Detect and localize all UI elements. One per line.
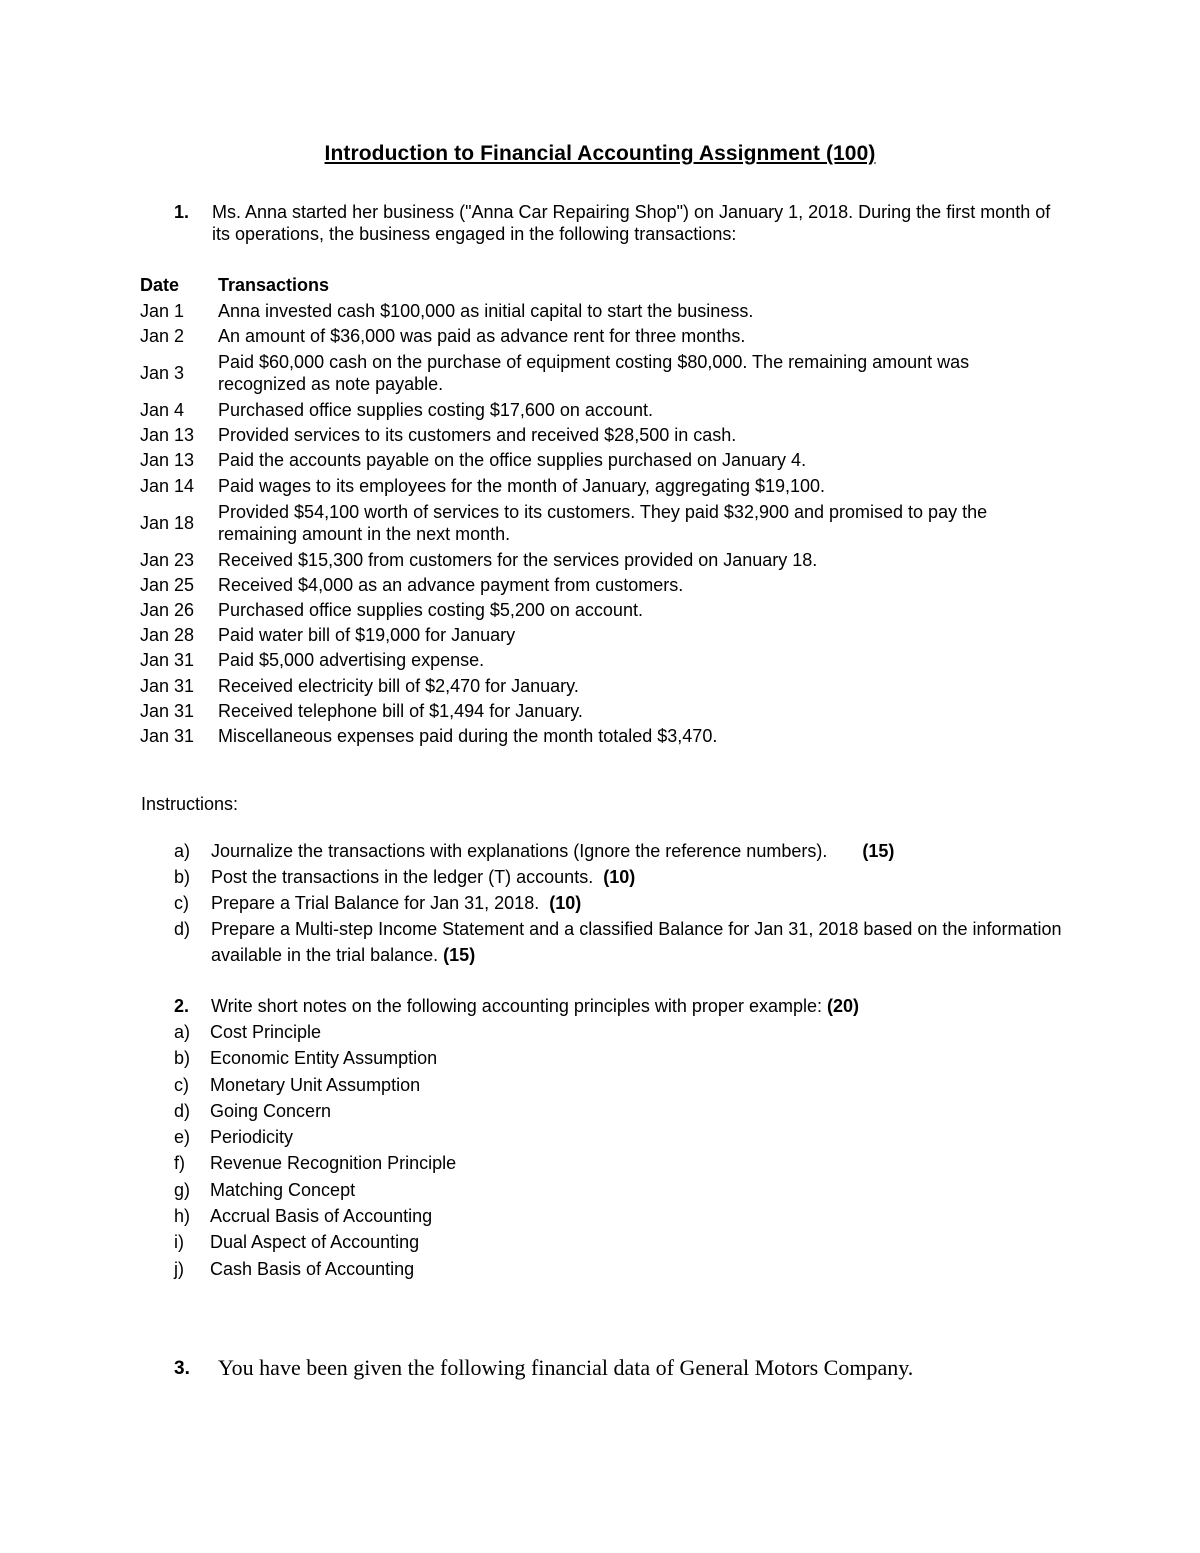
list-item-text: Monetary Unit Assumption bbox=[210, 1074, 421, 1095]
table-row bbox=[140, 473, 1060, 498]
list-item bbox=[174, 1072, 1074, 1098]
list-item-text: Accrual Basis of Accounting bbox=[210, 1206, 433, 1227]
list-item bbox=[174, 1150, 1074, 1176]
question-2 bbox=[174, 993, 1074, 1282]
row-transaction: Received $15,300 from customers for the services provided on January 18. bbox=[218, 549, 818, 570]
list-item-label: e) bbox=[174, 1127, 191, 1148]
table-row bbox=[140, 423, 1060, 448]
list-item-text: Prepare a Multi-step Income Statement and a classified Balance for Jan 31, 2018 based on the information available in the trial balance. bbox=[211, 919, 1062, 965]
table-row bbox=[140, 673, 1060, 698]
instructions-heading: Instructions: bbox=[141, 794, 239, 814]
row-transaction: Purchased office supplies costing $17,600 on account. bbox=[218, 399, 653, 420]
question-1-number: 1. bbox=[174, 202, 190, 222]
table-row bbox=[140, 498, 1060, 547]
question-1-intro: Ms. Anna started her business ("Anna Car Repairing Shop") on January 1, 2018. During the first month of its operations, the business engaged in the following transactions: bbox=[212, 202, 1051, 244]
row-date: Jan 31 bbox=[140, 675, 195, 696]
list-item bbox=[174, 1256, 1074, 1282]
list-item bbox=[174, 1229, 1074, 1255]
list-item-label: g) bbox=[174, 1179, 191, 1200]
assignment-title: Introduction to Financial Accounting Assignment (100) bbox=[324, 142, 876, 165]
row-transaction: Paid water bill of $19,000 for January bbox=[218, 625, 516, 646]
list-item-label: c) bbox=[174, 1074, 189, 1095]
row-date: Jan 31 bbox=[140, 650, 195, 671]
list-item-label: a) bbox=[174, 841, 191, 861]
row-transaction: Received electricity bill of $2,470 for January. bbox=[218, 675, 579, 696]
question-2-number: 2. bbox=[174, 996, 190, 1016]
table-row bbox=[140, 572, 1060, 597]
row-date: Jan 4 bbox=[140, 399, 185, 420]
list-item-label: d) bbox=[174, 919, 191, 939]
row-transaction: Purchased office supplies costing $5,200 on account. bbox=[218, 600, 643, 621]
question-2-text: Write short notes on the following accounting principles with proper example: bbox=[211, 996, 822, 1016]
transactions-table bbox=[140, 272, 1060, 749]
table-row bbox=[140, 323, 1060, 348]
table-row bbox=[140, 698, 1060, 723]
row-transaction: Paid $5,000 advertising expense. bbox=[218, 650, 485, 671]
row-date: Jan 2 bbox=[140, 325, 185, 346]
list-item-text: Prepare a Trial Balance for Jan 31, 2018. bbox=[211, 893, 540, 913]
list-item-label: d) bbox=[174, 1100, 191, 1121]
list-item-text: Periodicity bbox=[210, 1127, 294, 1148]
list-item bbox=[174, 1177, 1074, 1203]
question-3 bbox=[174, 1355, 1124, 1381]
question-3-text: You have been given the following financial data of General Motors Company. bbox=[218, 1355, 914, 1380]
marks-badge: (10) bbox=[603, 867, 636, 887]
list-item bbox=[174, 1045, 1074, 1071]
table-row bbox=[140, 723, 1060, 748]
list-item bbox=[174, 1019, 1074, 1045]
list-item-text: Cost Principle bbox=[210, 1022, 322, 1042]
table-row bbox=[140, 623, 1060, 648]
list-item-label: b) bbox=[174, 1048, 191, 1069]
table-row bbox=[140, 547, 1060, 572]
list-item-text: Going Concern bbox=[210, 1100, 332, 1121]
instructions-list bbox=[174, 838, 1074, 968]
column-header-transactions: Transactions bbox=[218, 275, 330, 295]
list-item-text: Dual Aspect of Accounting bbox=[210, 1232, 420, 1253]
row-date: Jan 31 bbox=[140, 726, 195, 747]
table-row bbox=[140, 397, 1060, 422]
list-item bbox=[174, 1203, 1074, 1229]
principles-list bbox=[174, 1019, 1074, 1282]
row-date: Jan 13 bbox=[140, 450, 195, 471]
row-date: Jan 13 bbox=[140, 425, 195, 446]
question-2-prompt bbox=[211, 993, 1074, 1019]
list-item-label: i) bbox=[174, 1232, 184, 1253]
row-date: Jan 14 bbox=[140, 475, 195, 496]
list-item-label: a) bbox=[174, 1022, 191, 1042]
list-item-text: Cash Basis of Accounting bbox=[210, 1258, 415, 1279]
row-date: Jan 26 bbox=[140, 600, 195, 621]
row-transaction: Paid wages to its employees for the month of January, aggregating $19,100. bbox=[218, 475, 826, 496]
row-transaction: Paid the accounts payable on the office supplies purchased on January 4. bbox=[218, 450, 807, 471]
list-item-text: Matching Concept bbox=[210, 1179, 356, 1200]
table-row bbox=[140, 348, 1060, 397]
marks-badge: (15) bbox=[443, 945, 476, 965]
row-transaction: Paid $60,000 cash on the purchase of equipment costing $80,000. The remaining amount was recognized as note payable. bbox=[218, 351, 970, 394]
list-item-label: c) bbox=[174, 893, 189, 913]
list-item bbox=[174, 916, 1074, 968]
question-3-number: 3. bbox=[174, 1358, 190, 1379]
row-date: Jan 31 bbox=[140, 700, 195, 721]
row-date: Jan 3 bbox=[140, 362, 185, 383]
list-item-label: j) bbox=[174, 1258, 184, 1279]
row-transaction: Anna invested cash $100,000 as initial capital to start the business. bbox=[218, 300, 754, 321]
list-item-text: Post the transactions in the ledger (T) accounts. bbox=[211, 867, 594, 887]
list-item bbox=[174, 890, 1074, 916]
list-item-text: Revenue Recognition Principle bbox=[210, 1153, 457, 1174]
row-date: Jan 23 bbox=[140, 549, 195, 570]
row-transaction: An amount of $36,000 was paid as advance rent for three months. bbox=[218, 325, 746, 346]
column-header-date: Date bbox=[140, 275, 180, 295]
marks-badge: (10) bbox=[549, 893, 582, 913]
list-item bbox=[174, 1124, 1074, 1150]
row-transaction: Miscellaneous expenses paid during the month totaled $3,470. bbox=[218, 726, 718, 747]
table-row bbox=[140, 298, 1060, 323]
row-transaction: Provided $54,100 worth of services to its customers. They paid $32,900 and promised to pay the remaining amount in the next month. bbox=[218, 501, 988, 544]
row-date: Jan 1 bbox=[140, 300, 185, 321]
list-item-text: Economic Entity Assumption bbox=[210, 1048, 438, 1069]
list-item-text: Journalize the transactions with explanations (Ignore the reference numbers). bbox=[211, 841, 828, 861]
row-date: Jan 28 bbox=[140, 625, 195, 646]
marks-badge: (15) bbox=[862, 841, 895, 861]
row-date: Jan 18 bbox=[140, 512, 195, 533]
table-row bbox=[140, 648, 1060, 673]
row-transaction: Received telephone bill of $1,494 for January. bbox=[218, 700, 583, 721]
marks-badge: (20) bbox=[827, 996, 860, 1016]
question-1 bbox=[174, 201, 1064, 245]
row-transaction: Provided services to its customers and received $28,500 in cash. bbox=[218, 425, 737, 446]
row-transaction: Received $4,000 as an advance payment from customers. bbox=[218, 574, 684, 595]
list-item bbox=[174, 1098, 1074, 1124]
table-row bbox=[140, 448, 1060, 473]
row-date: Jan 25 bbox=[140, 574, 195, 595]
table-row bbox=[140, 598, 1060, 623]
list-item bbox=[174, 838, 1074, 864]
list-item bbox=[174, 864, 1074, 890]
list-item-label: b) bbox=[174, 867, 191, 887]
list-item-label: h) bbox=[174, 1206, 191, 1227]
list-item-label: f) bbox=[174, 1153, 185, 1174]
